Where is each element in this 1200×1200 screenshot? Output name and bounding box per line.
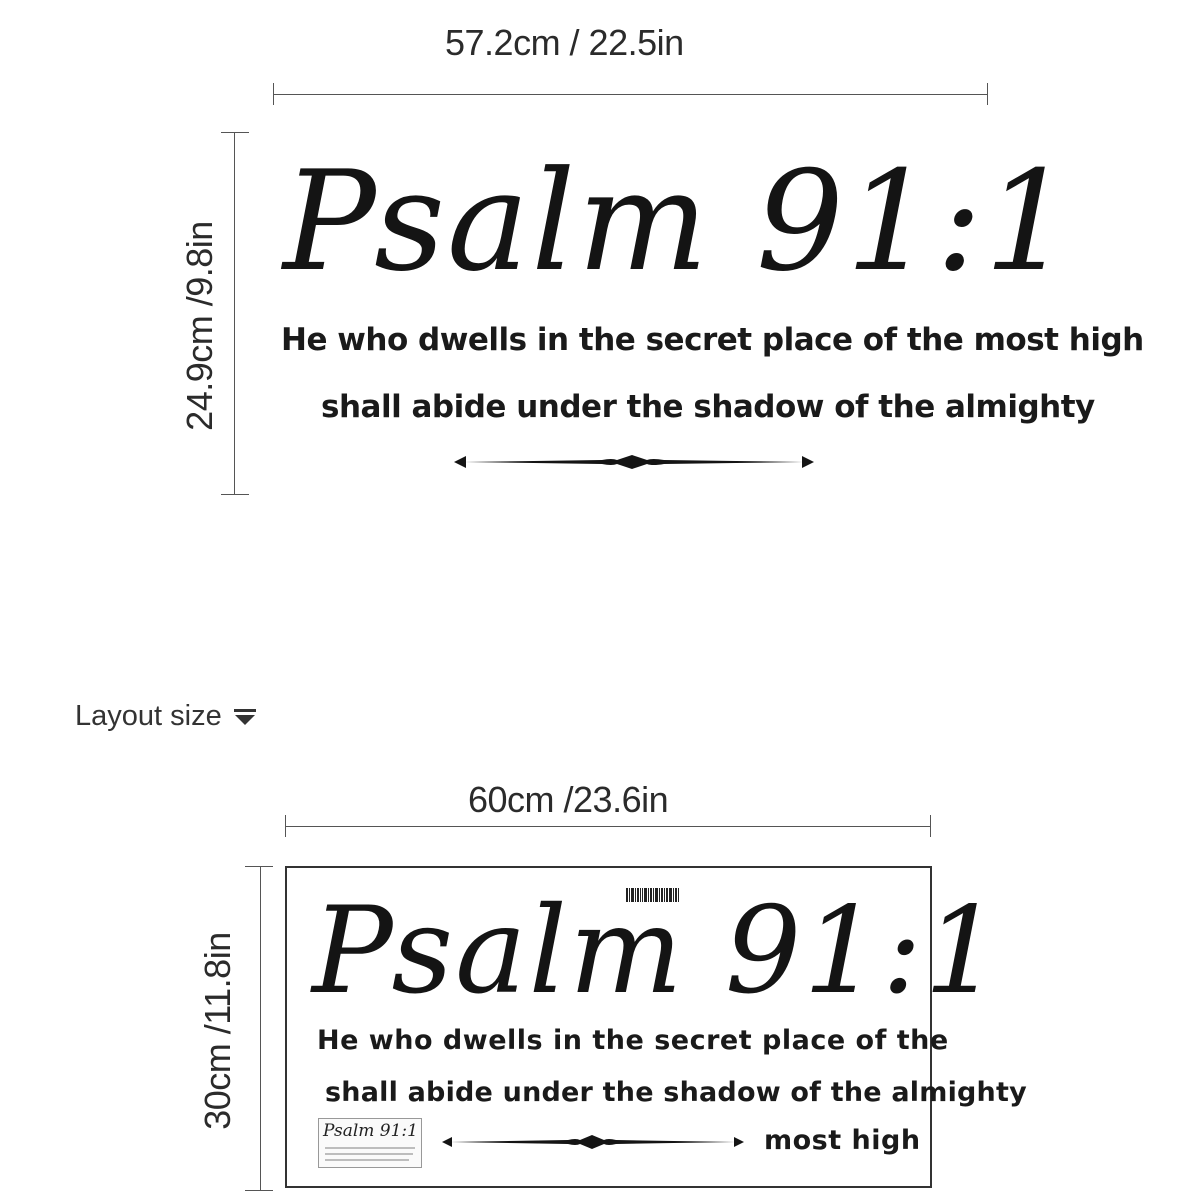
bottom-height-tick-top (245, 866, 273, 867)
bottom-height-tick-bottom (245, 1190, 273, 1191)
bottom-verse-line-2: shall abide under the shadow of the almighty (325, 1077, 1027, 1108)
top-width-label: 57.2cm / 22.5in (445, 22, 684, 63)
top-height-line (234, 132, 235, 494)
bottom-flourish-divider (440, 1132, 746, 1152)
bottom-height-label: 30cm /11.8in (197, 932, 238, 1130)
top-height-tick-top (221, 132, 249, 133)
mini-preview-line (325, 1147, 415, 1149)
top-verse-line-2: shall abide under the shadow of the almighty (321, 389, 1095, 425)
top-decal-title: Psalm 91:1 (283, 141, 1074, 302)
top-height-tick-bottom (221, 494, 249, 495)
bottom-width-label: 60cm /23.6in (468, 779, 669, 820)
triangle-down-icon (234, 709, 256, 725)
mini-preview-label (318, 1118, 422, 1168)
top-height-label: 24.9cm /9.8in (179, 221, 220, 431)
mini-preview-line (325, 1159, 409, 1161)
bottom-verse-line-3: most high (764, 1125, 921, 1156)
top-verse-line-1: He who dwells in the secret place of the most high (281, 322, 1144, 358)
top-width-tick-right (987, 83, 988, 105)
layout-size-heading[interactable] (75, 700, 256, 733)
mini-preview-title: Psalm 91:1 (323, 1121, 418, 1141)
top-flourish-divider (452, 450, 816, 474)
bottom-width-line (285, 826, 930, 827)
top-width-line (273, 94, 987, 95)
bottom-width-tick-right (930, 815, 931, 837)
mini-preview-line (325, 1153, 413, 1155)
bottom-verse-line-1: He who dwells in the secret place of the (317, 1025, 949, 1056)
bottom-height-line (260, 866, 261, 1190)
bottom-decal-title: Psalm 91:1 (312, 882, 1003, 1021)
layout-size-label: Layout size (75, 700, 222, 732)
